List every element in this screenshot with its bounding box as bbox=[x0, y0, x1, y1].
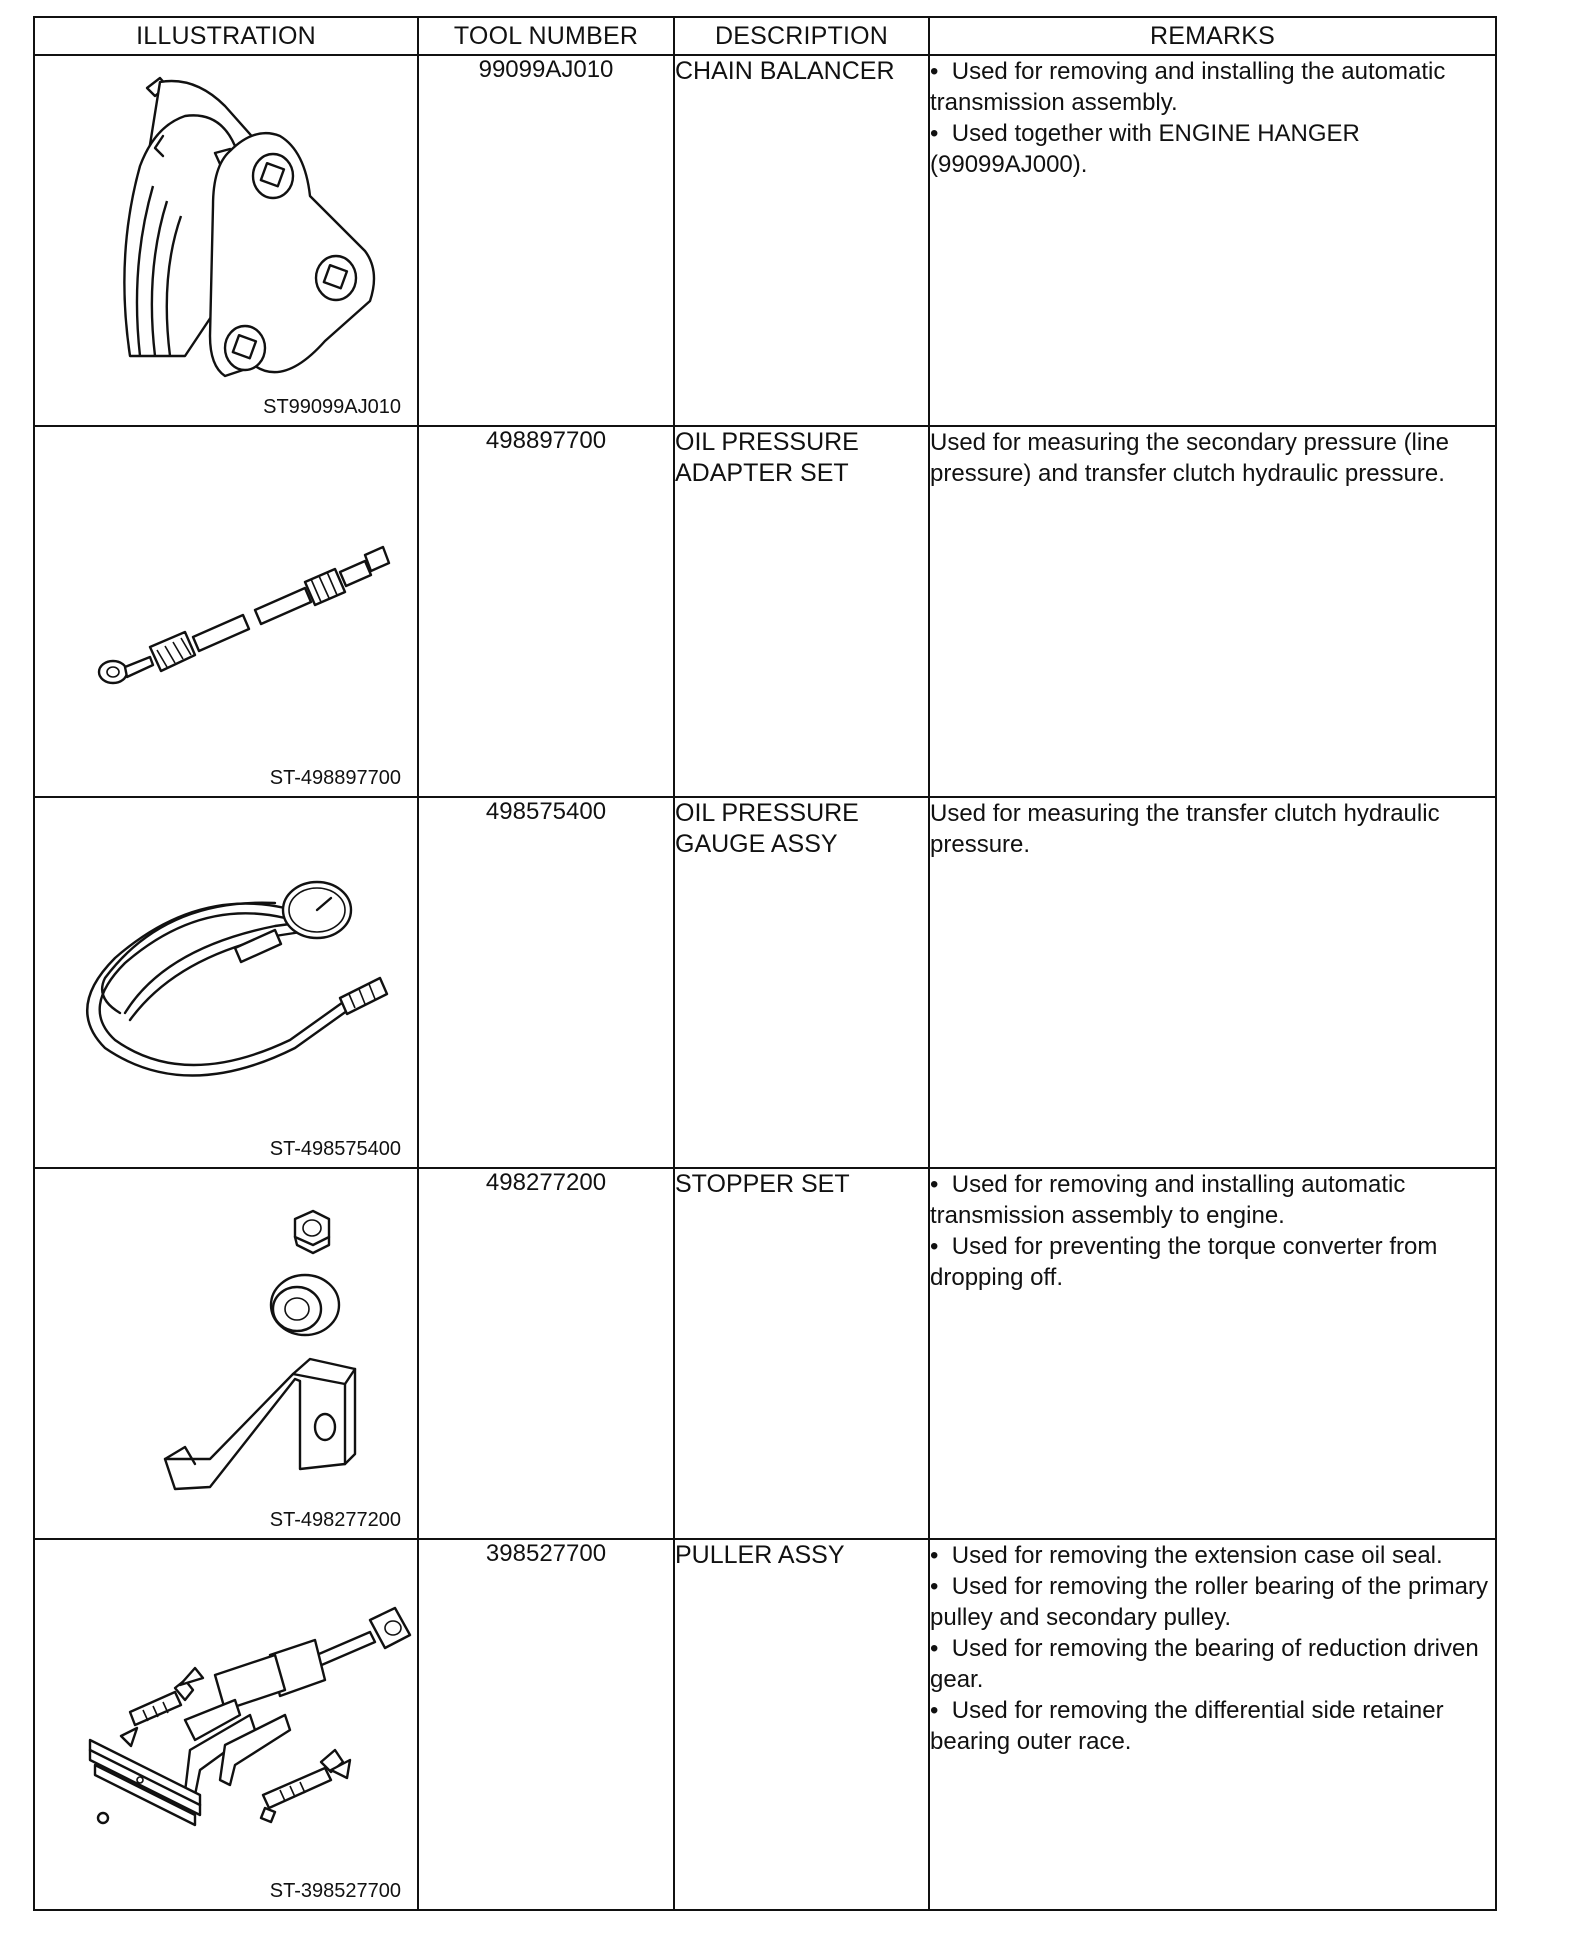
header-row bbox=[34, 17, 1496, 55]
remark-item: Used for measuring the transfer clutch hydraulic pressure. bbox=[930, 800, 1440, 858]
table-row bbox=[34, 55, 1496, 426]
header-illustration: ILLUSTRATION bbox=[34, 17, 418, 55]
header-description: DESCRIPTION bbox=[674, 17, 929, 55]
tool-description: PULLER ASSY bbox=[674, 1539, 929, 1910]
illustration-cell bbox=[34, 1539, 418, 1910]
illustration-code: ST-498575400 bbox=[269, 1138, 401, 1160]
tool-number: 498277200 bbox=[418, 1168, 674, 1539]
header-remarks: REMARKS bbox=[929, 17, 1496, 55]
tool-description: OIL PRESSURE GAUGE ASSY bbox=[674, 797, 929, 1168]
tool-description: CHAIN BALANCER bbox=[674, 55, 929, 426]
tool-description: STOPPER SET bbox=[674, 1168, 929, 1539]
remark-item: • Used for removing and installing the automatic transmission assembly. bbox=[930, 56, 1495, 118]
tool-remarks bbox=[929, 797, 1496, 1168]
tool-remarks bbox=[929, 1539, 1496, 1910]
illustration-code: ST-398527700 bbox=[269, 1880, 401, 1902]
remark-item: • Used for removing the differential side retainer bearing outer race. bbox=[930, 1695, 1495, 1757]
illustration-cell bbox=[34, 426, 418, 797]
adapter-hose-icon bbox=[35, 427, 419, 796]
remark-item: • Used for removing the extension case oil seal. bbox=[930, 1540, 1495, 1571]
illustration-cell bbox=[34, 55, 418, 426]
illustration-cell bbox=[34, 797, 418, 1168]
pressure-gauge-icon bbox=[35, 798, 419, 1167]
remark-item: • Used for removing the roller bearing of the primary pulley and secondary pulley. bbox=[930, 1571, 1495, 1633]
illustration-code: ST-498897700 bbox=[269, 767, 401, 789]
table-row bbox=[34, 426, 1496, 797]
tool-remarks bbox=[929, 55, 1496, 426]
tool-remarks bbox=[929, 1168, 1496, 1539]
puller-assy-icon bbox=[35, 1540, 419, 1909]
stopper-set-icon bbox=[35, 1169, 419, 1538]
tool-number: 498575400 bbox=[418, 797, 674, 1168]
special-tools-table bbox=[33, 16, 1497, 1911]
remark-item: • Used for preventing the torque converter from dropping off. bbox=[930, 1231, 1495, 1293]
illustration-code: ST-498277200 bbox=[269, 1509, 401, 1531]
illustration-cell bbox=[34, 1168, 418, 1539]
header-tool-number: TOOL NUMBER bbox=[418, 17, 674, 55]
remark-item: Used for measuring the secondary pressure (line pressure) and transfer clutch hydraulic pressure. bbox=[930, 429, 1449, 487]
table-row bbox=[34, 1168, 1496, 1539]
remark-item: • Used together with ENGINE HANGER (99099AJ000). bbox=[930, 118, 1495, 180]
tool-description: OIL PRESSURE ADAPTER SET bbox=[674, 426, 929, 797]
illustration-code: ST99099AJ010 bbox=[263, 396, 401, 418]
tool-number: 498897700 bbox=[418, 426, 674, 797]
table-row bbox=[34, 1539, 1496, 1910]
tool-number: 398527700 bbox=[418, 1539, 674, 1910]
chain-balancer-icon bbox=[35, 56, 419, 425]
tool-remarks bbox=[929, 426, 1496, 797]
remark-item: • Used for removing the bearing of reduction driven gear. bbox=[930, 1633, 1495, 1695]
table-row bbox=[34, 797, 1496, 1168]
remark-item: • Used for removing and installing automatic transmission assembly to engine. bbox=[930, 1169, 1495, 1231]
tool-number: 99099AJ010 bbox=[418, 55, 674, 426]
